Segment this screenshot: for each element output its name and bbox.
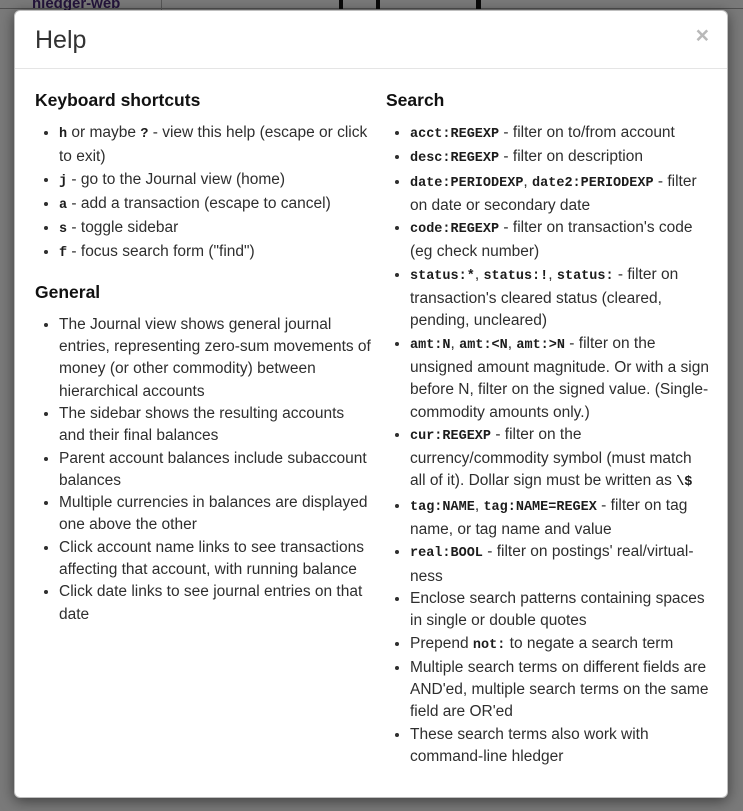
plain-text: - filter on transaction's cleared status (cleared, pending, uncleared) [410,265,679,330]
code-text: status: [556,268,614,284]
list-item [410,122,709,146]
list-item [410,217,709,264]
code-text: \$ [676,475,693,491]
plain-text: , [507,334,517,352]
section-heading-keyboard-shortcuts: Keyboard shortcuts [35,90,201,110]
plain-text: - filter on the currency/commodity symbol (must match all of it). Dollar sign must be written as [410,425,692,490]
list-item [59,193,372,217]
plain-text: Click date links to see journal entries on that date [59,583,363,623]
list-item [59,122,372,169]
plain-text: Prepend [410,634,473,652]
code-text: code:REGEXP [410,222,500,238]
help-modal-header [15,11,727,69]
code-text: amt:N [410,337,451,353]
code-text: not: [472,637,506,653]
list-item [59,217,372,241]
code-text: real:BOOL [410,546,483,562]
search-terms-list [386,122,709,768]
list-item [410,633,709,657]
plain-text: Click account name links to see transactions affecting that account, with running balance [59,538,364,579]
plain-text: These search terms also work with command-line hledger [410,725,649,766]
code-text: date:PERIODEXP [410,175,524,191]
list-item [59,403,372,448]
list-item [410,657,709,724]
plain-text: - filter on to/from account [499,124,675,141]
list-item [59,492,372,537]
general-list [35,314,372,626]
list-item [410,724,709,769]
help-right-column [386,88,709,782]
plain-text: - view this help (escape or click to exit) [59,124,368,166]
list-item [410,541,709,588]
list-item [59,581,372,626]
plain-text: Multiple search terms on different fields are AND'ed, multiple search terms on the same field are OR'ed [410,658,709,721]
list-item [410,333,709,424]
list-item [410,146,709,170]
list-item [410,588,709,633]
help-modal-body [15,69,727,798]
list-item [410,171,709,218]
help-left-column [35,88,372,782]
plain-text: - go to the Journal view (home) [67,170,286,188]
plain-text: , [523,172,533,190]
help-modal [14,10,728,798]
close-icon[interactable]: × [695,22,709,48]
list-item [59,169,372,193]
plain-text: - filter on tag name, or tag name and value [410,496,688,539]
plain-text: - filter on description [499,148,643,166]
code-text: ? [140,127,149,142]
list-item [59,241,372,265]
code-text: cur:REGEXP [410,428,492,444]
plain-text: - filter on the unsigned amount magnitude. Or with a sign before N, filter on the signed value. (Single-commodity amounts only.) [410,334,709,421]
section-heading-search: Search [386,90,445,110]
list-item [410,495,709,542]
code-text: tag:NAME [410,499,475,515]
plain-text: Parent account balances include subaccount balances [59,449,367,489]
plain-text: Enclose search patterns containing spaces in single or double quotes [410,589,705,630]
code-text: amt:>N [516,337,565,353]
plain-text: - filter on date or secondary date [410,172,697,214]
code-text: acct:REGEXP [410,127,500,142]
code-text: status:* [410,268,475,284]
plain-text: , [450,334,460,352]
plain-text: , [474,496,484,514]
code-text: a [59,197,68,213]
code-text: desc:REGEXP [410,151,500,167]
plain-text: The Journal view shows general journal entries, representing zero-sum movements of money (or other commodity) between hierarchical accounts [59,315,371,400]
code-text: date2:PERIODEXP [532,175,654,191]
plain-text: or maybe [67,124,141,141]
list-item [59,314,372,403]
modal-title: Help [35,26,87,54]
plain-text: The sidebar shows the resulting accounts and their final balances [59,404,345,445]
section-heading-general: General [35,281,101,302]
plain-text: - filter on transaction's code (eg check number) [410,219,693,261]
code-text: h [59,127,68,142]
plain-text: - add a transaction (escape to cancel) [67,194,331,212]
plain-text: , [548,265,557,283]
code-text: tag:NAME=REGEX [483,499,597,515]
list-item [59,448,372,493]
plain-text: - toggle sidebar [67,219,179,237]
code-text: f [59,246,68,262]
code-text: amt:<N [459,337,508,353]
list-item [59,537,372,582]
plain-text: - filter on postings' real/virtual-ness [410,543,694,585]
list-item [410,424,709,495]
plain-text: to negate a search term [505,634,674,652]
keyboard-shortcuts-list [35,122,372,266]
plain-text: Multiple currencies in balances are displayed one above the other [59,494,368,534]
plain-text: - focus search form ("find") [67,243,255,261]
code-text: status:! [483,268,549,284]
code-text: j [59,173,68,189]
code-text: s [59,222,68,238]
list-item [410,264,709,333]
plain-text: , [474,265,484,283]
